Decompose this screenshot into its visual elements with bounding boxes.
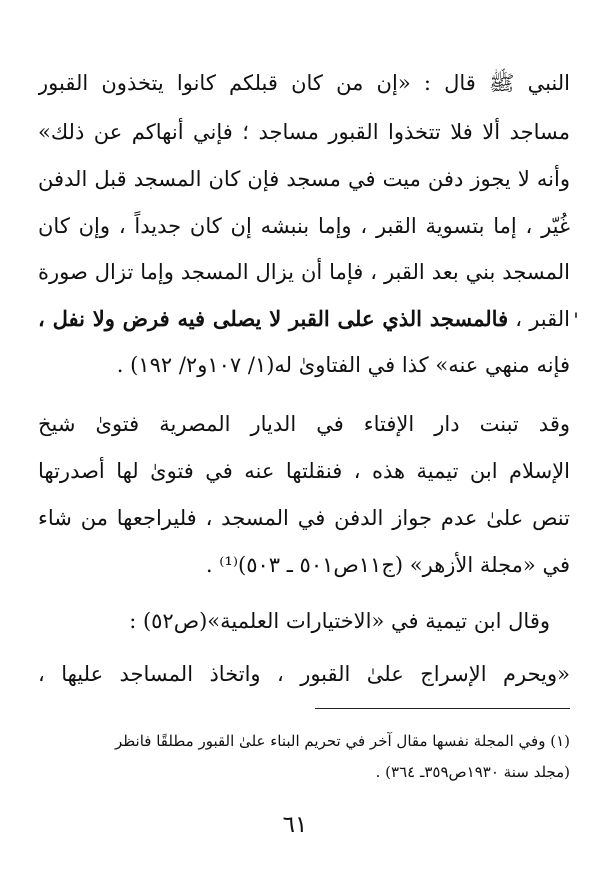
text-line-4: غُيّر ، إما بتسوية القبر ، وإما بنبشه إن كان جديداً ، وإن كان — [38, 214, 570, 238]
text-line-1: النبي ﷺ قال : «إن من كان قبلكم كانوا يتخذون القبور — [38, 71, 570, 95]
text-line-2: مساجد ألا فلا تتخذوا القبور مساجد ؛ فإني أنهاكم عن ذلك» — [38, 120, 570, 144]
text-line-5: المسجد بني بعد القبر ، فإما أن يزال المسجد وإما تزال صورة — [38, 260, 570, 284]
text-line-8: وقد تبنت دار الإفتاء في الديار المصرية فتوىٰ شيخ — [38, 412, 570, 436]
page-number: ٦١ — [282, 812, 308, 838]
text-line-9: الإسلام ابن تيمية هذه ، فنقلتها عنه في فتوىٰ لها أصدرتها — [38, 459, 570, 483]
text-line-6: القبر ، فالمسجد الذي على القبر لا يصلى فيه فرض ولا نفل ، — [38, 306, 570, 331]
bold-ruling: فالمسجد الذي على القبر لا يصلى فيه فرض ولا نفل ، — [38, 306, 509, 331]
margin-marker: ' — [573, 308, 579, 332]
footnote-line-1: (١) وفي المجلة نفسها مقال آخر في تحريم البناء علىٰ القبور مطلقًا فانظر — [114, 732, 570, 750]
footnote-separator — [315, 708, 570, 709]
text-line-11: في «مجلة الأزهر» (ج١١ص٥٠١ ـ ٥٠٣)⁽¹⁾ . — [205, 553, 570, 577]
text-line-10: تنص علىٰ عدم جواز الدفن في المسجد ، فليراجعها من شاء — [38, 506, 570, 530]
text-line-3: وأنه لا يجوز دفن ميت في مسجد فإن كان المسجد قبل الدفن — [38, 167, 570, 191]
text-line-12: وقال ابن تيمية في «الاختيارات العلمية»(ص٥٢) : — [129, 609, 550, 633]
footnote-line-2: (مجلد سنة ١٩٣٠ص٣٥٩ـ ٣٦٤) . — [375, 763, 570, 781]
text-line-7: فإنه منهي عنه» كذا في الفتاوىٰ له(١/ ١٠٧و٢/ ١٩٢) . — [116, 353, 570, 377]
text-line-13: «ويحرم الإسراج علىٰ القبور ، واتخاذ المساجد عليها ، — [38, 662, 570, 686]
